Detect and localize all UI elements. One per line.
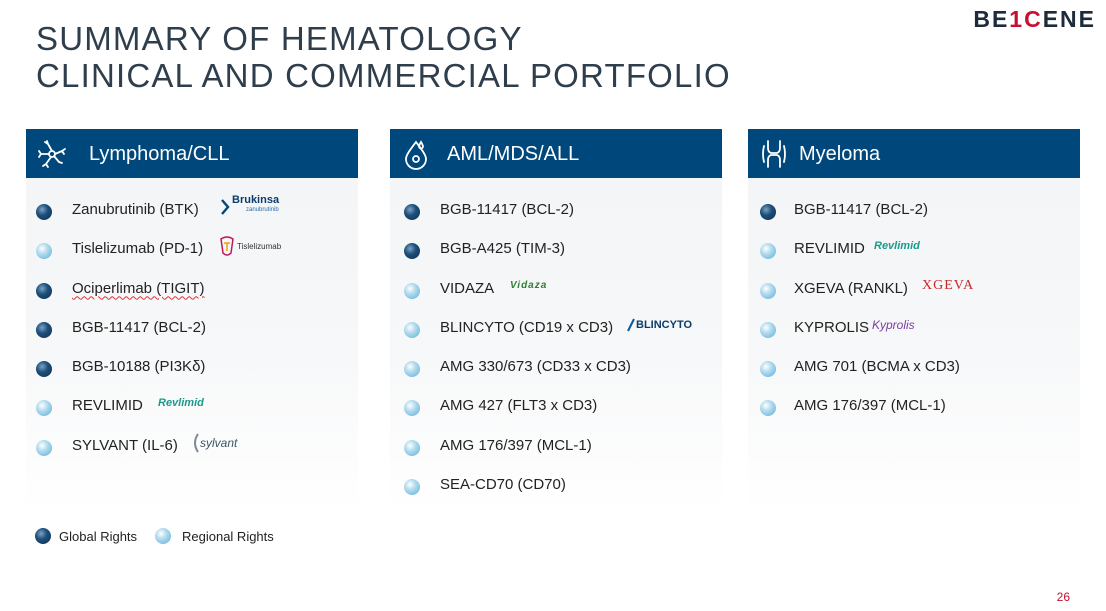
- sylvant-logo: [190, 430, 237, 456]
- item-label: AMG 330/673 (CD33 x CD3): [440, 358, 631, 376]
- global-rights-icon: [36, 283, 52, 299]
- item-label: XGEVA (RANKL): [794, 279, 908, 297]
- item-label: REVLIMID: [794, 240, 865, 258]
- panel-title: Lymphoma/CLL: [89, 143, 230, 165]
- logo-accent: 1C: [1009, 6, 1043, 32]
- item-label: BGB-11417 (BCL-2): [440, 201, 574, 218]
- regional-rights-icon: [36, 243, 52, 259]
- slide-title: [36, 20, 731, 94]
- blood-drop-icon: [400, 138, 432, 170]
- item-label: AMG 176/397 (MCL-1): [440, 436, 592, 454]
- global-rights-icon: [35, 528, 51, 544]
- brand-subtext: zanubrutinib: [246, 207, 279, 213]
- panel-title: AML/MDS/ALL: [447, 143, 580, 165]
- list-item: [390, 476, 722, 520]
- brand-text: Revlimid: [158, 397, 204, 410]
- brand-text: Vidaza: [510, 280, 548, 292]
- brand-text: Kyprolis: [872, 317, 915, 332]
- beigene-logo: [973, 6, 1096, 33]
- item-label: Ociperlimab (TIGIT): [72, 279, 205, 297]
- brand-text: BLINCYTO: [636, 318, 693, 331]
- item-label: SEA-CD70 (CD70): [440, 476, 566, 494]
- panel-myeloma: [748, 129, 1080, 513]
- item-label: SYLVANT (IL-6): [72, 436, 178, 454]
- item-label: BGB-11417 (BCL-2): [794, 201, 928, 218]
- global-rights-icon: [36, 361, 52, 377]
- regional-rights-icon: [404, 440, 420, 456]
- tislelizumab-brand-icon: [218, 235, 236, 257]
- item-label: Tislelizumab (PD-1): [72, 240, 204, 258]
- sylvant-brand-icon: [190, 432, 200, 454]
- panel-aml-mds-all: [390, 129, 722, 513]
- panel-lymphoma: [26, 129, 358, 513]
- global-rights-icon: [36, 204, 52, 220]
- bone-joint-icon: [758, 138, 790, 170]
- regional-rights-icon: [36, 400, 52, 416]
- panel-header: [390, 129, 722, 178]
- item-label: AMG 176/397 (MCL-1): [794, 397, 946, 415]
- global-rights-icon: [404, 243, 420, 259]
- legend-global-label: Global Rights: [59, 529, 138, 544]
- global-rights-icon: [760, 204, 776, 220]
- brand-text: XGEVA: [922, 277, 975, 293]
- item-label: AMG 427 (FLT3 x CD3): [440, 397, 598, 415]
- global-rights-icon: [404, 204, 420, 220]
- kyprolis-logo: [872, 312, 915, 338]
- regional-rights-icon: [760, 283, 776, 299]
- item-label: Zanubrutinib (BTK): [72, 201, 199, 218]
- brand-text: Tislelizumab: [237, 241, 282, 251]
- vidaza-logo: [510, 273, 547, 299]
- panel-title: Myeloma: [799, 143, 881, 165]
- brand-text: sylvant: [200, 435, 238, 450]
- regional-rights-icon: [760, 243, 776, 259]
- item-label: BGB-A425 (TIM-3): [440, 240, 566, 258]
- xgeva-logo: [922, 273, 974, 299]
- logo-part-1: BE: [973, 6, 1010, 32]
- regional-rights-icon: [404, 400, 420, 416]
- regional-rights-icon: [404, 361, 420, 377]
- logo-part-2: ENE: [1042, 6, 1096, 32]
- regional-rights-icon: [760, 400, 776, 416]
- panel-header: [26, 129, 358, 178]
- regional-rights-icon: [404, 322, 420, 338]
- lymphocytes-icon: [36, 138, 68, 170]
- title-line-2: CLINICAL AND COMMERCIAL PORTFOLIO: [36, 57, 731, 94]
- title-line-1: SUMMARY OF HEMATOLOGY: [36, 20, 523, 57]
- regional-rights-icon: [404, 283, 420, 299]
- regional-rights-icon: [760, 361, 776, 377]
- list-item: [748, 397, 1080, 441]
- regional-rights-icon: [155, 528, 171, 544]
- legend-regional-label: Regional Rights: [182, 529, 274, 544]
- item-label: BGB-10188 (PI3Kδ): [72, 358, 206, 376]
- blincyto-logo: [626, 312, 692, 338]
- regional-rights-icon: [404, 479, 420, 495]
- item-label: AMG 701 (BCMA x CD3): [794, 358, 960, 376]
- list-item: [26, 435, 358, 481]
- item-label: REVLIMID: [72, 397, 143, 415]
- regional-rights-icon: [36, 440, 52, 456]
- regional-rights-icon: [760, 322, 776, 338]
- item-label: VIDAZA: [440, 279, 495, 297]
- brand-text: Brukinsa: [232, 194, 280, 206]
- blincyto-brand-icon: [626, 317, 636, 333]
- item-label: BLINCYTO (CD19 x CD3): [440, 318, 614, 336]
- tislelizumab-logo: [218, 233, 281, 259]
- item-label: KYPROLIS: [794, 318, 870, 336]
- item-label: BGB-11417 (BCL-2): [72, 318, 206, 336]
- panel-header: [748, 129, 1080, 178]
- revlimid-logo: [158, 390, 204, 416]
- brand-text: Revlimid: [874, 240, 920, 253]
- revlimid-logo: [874, 233, 920, 259]
- page-number: 26: [1056, 590, 1070, 604]
- global-rights-icon: [36, 322, 52, 338]
